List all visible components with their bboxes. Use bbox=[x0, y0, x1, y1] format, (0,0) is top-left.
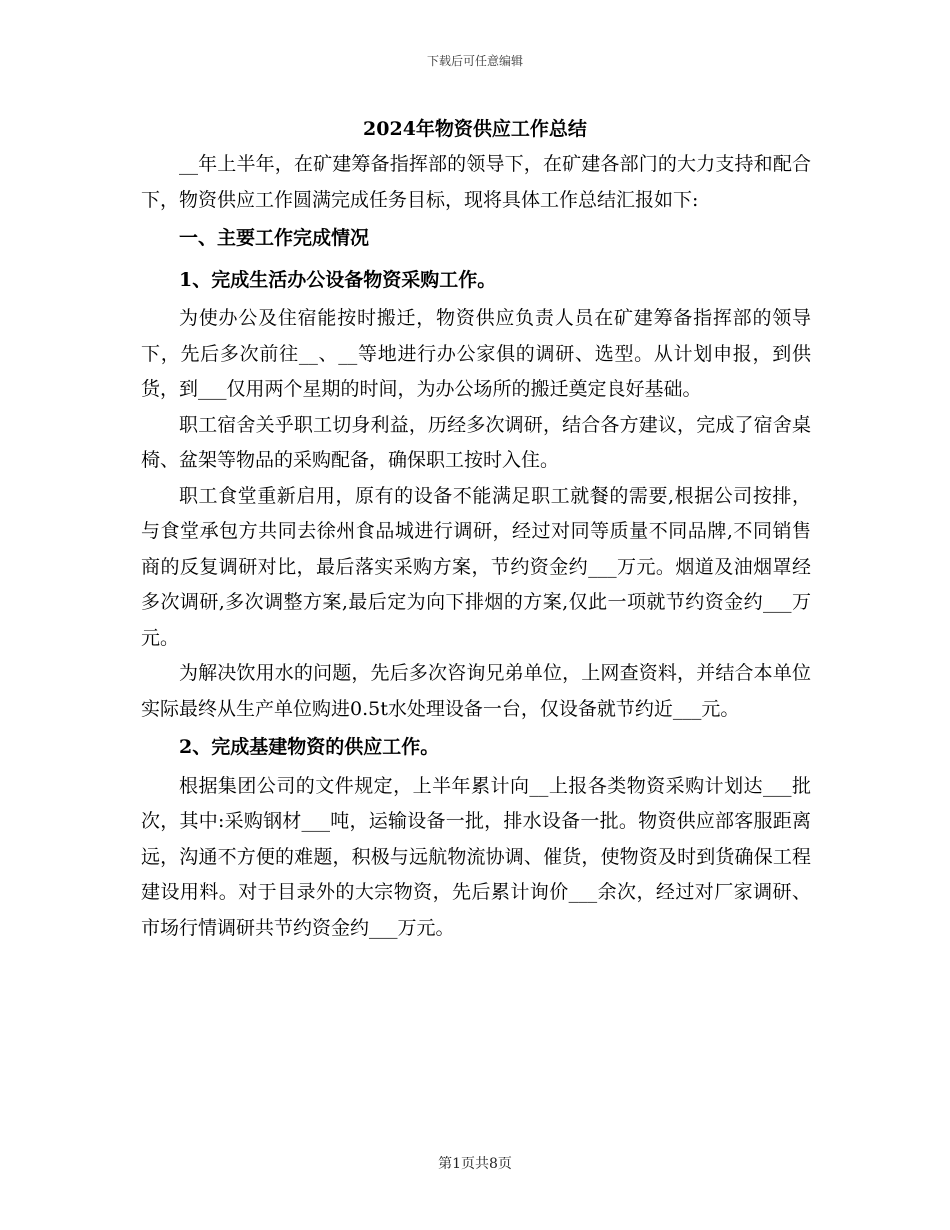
document-title: 2024年物资供应工作总结 bbox=[363, 118, 587, 140]
body-paragraph: 为解决饮用水的问题，先后多次咨询兄弟单位，上网查资料，并结合本单位实际最终从生产单位购进0.5t水处理设备一台，仅设备就节约近___元。 bbox=[141, 662, 811, 720]
section-heading: 一、主要工作完成情况 bbox=[179, 227, 370, 249]
subsection-heading: 2、完成基建物资的供应工作。 bbox=[179, 736, 440, 758]
page-number: 第1页共8页 bbox=[438, 1156, 512, 1172]
subsection-heading: 1、完成生活办公设备物资采购工作。 bbox=[179, 268, 497, 291]
download-note: 下载后可任意编辑 bbox=[426, 54, 523, 68]
body-paragraph: 职工食堂重新启用，原有的设备不能满足职工就餐的需要,根据公司按排，与食堂承包方共同去徐州食品城进行调研，经过对同等质量不同品牌,不同销售商的反复调研对比，最后落实采购方案，节约资金约___万元。烟道及油烟罩经多次调研,多次调整方案,最后定为向下排烟的方案,仅此一项就节约资金约___万元。 bbox=[141, 484, 811, 649]
document-body bbox=[141, 147, 811, 946]
body-paragraph: 为使办公及住宿能按时搬迁，物资供应负责人员在矿建筹备指挥部的领导下，先后多次前往__、__等地进行办公家俱的调研、选型。从计划申报，到供货，到___仅用两个星期的时间，为办公场所的搬迁奠定良好基础。 bbox=[141, 307, 811, 400]
body-paragraph: 职工宿舍关乎职工切身利益，历经多次调研，结合各方建议，完成了宿舍桌椅、盆架等物品的采购配备，确保职工按时入住。 bbox=[141, 413, 811, 471]
intro-paragraph: __年上半年，在矿建筹备指挥部的领导下，在矿建各部门的大力支持和配合下，物资供应工作圆满完成任务目标，现将具体工作总结汇报如下: bbox=[141, 153, 811, 211]
body-paragraph: 根据集团公司的文件规定，上半年累计向__上报各类物资采购计划达___批次，其中:采购钢材___吨，运输设备一批，排水设备一批。物资供应部客服距离远，沟通不方便的难题，积极与远航物流协调、催货，使物资及时到货确保工程建设用料。对于目录外的大宗物资，先后累计询价___余次，经过对厂家调研、市场行情调研共节约资金约___万元。 bbox=[141, 774, 811, 939]
